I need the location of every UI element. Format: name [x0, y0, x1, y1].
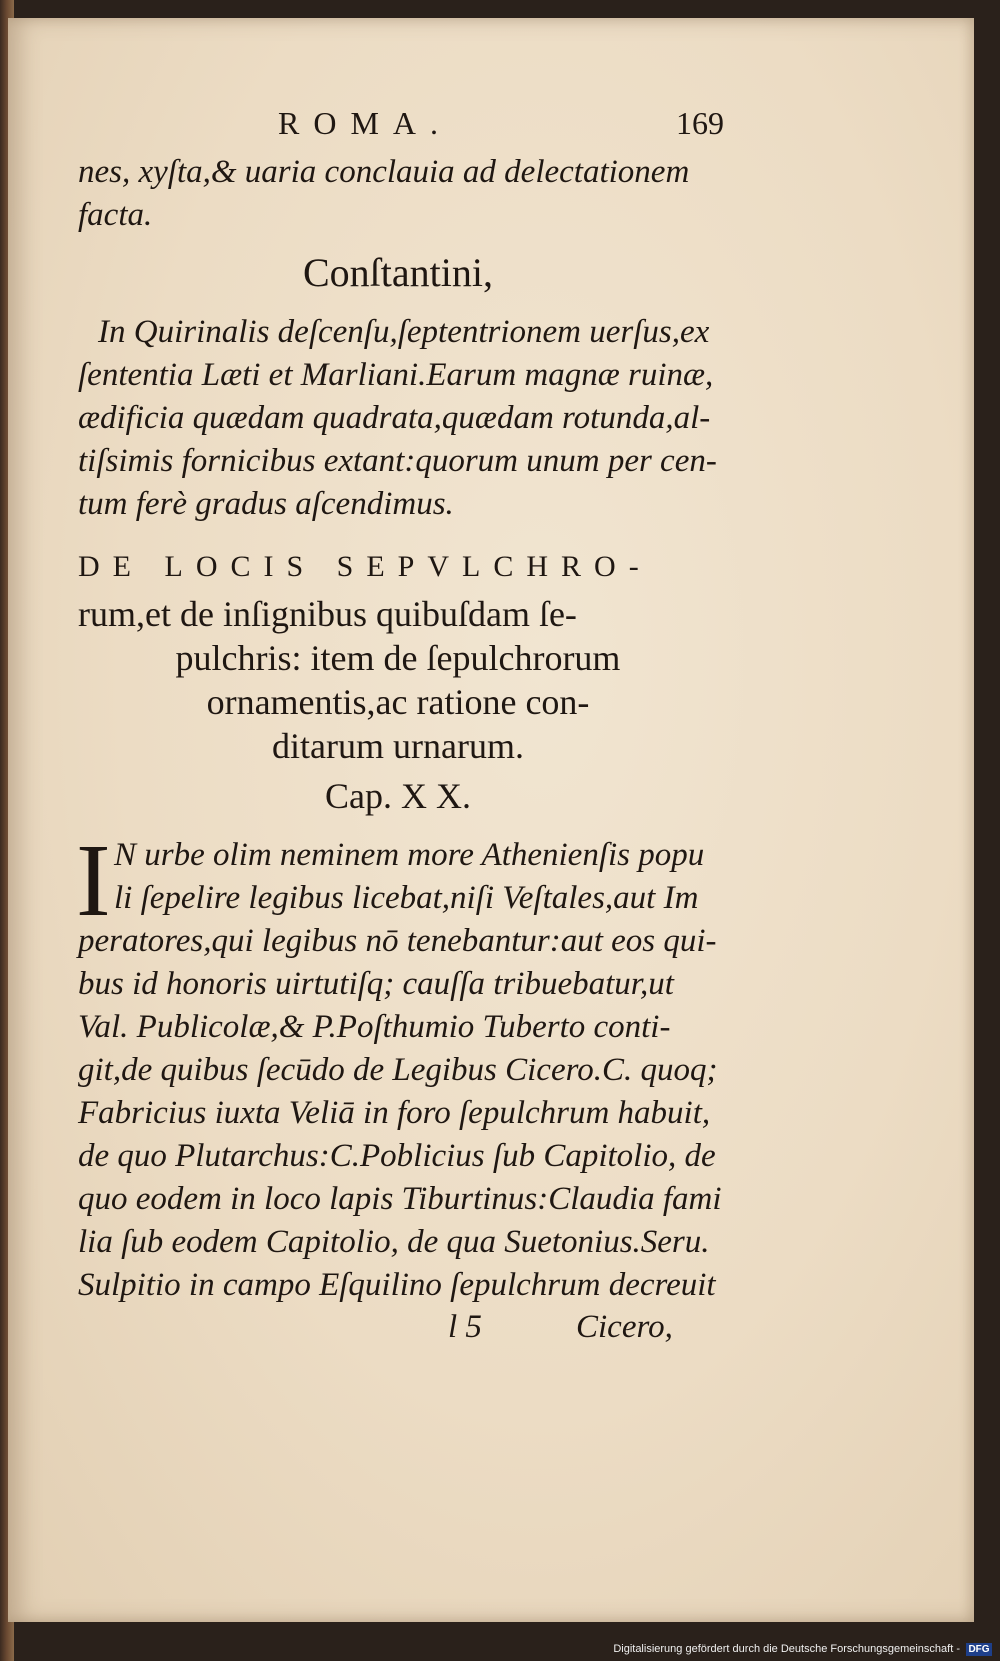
- dfg-logo: DFG: [966, 1643, 992, 1656]
- text-line: Sulpitio in campo Eſquilino ſepulchrum decreuit: [78, 1267, 716, 1303]
- running-head: [78, 103, 724, 151]
- text-line: ſententia Læti et Marliani.Earum magnæ ruinæ,: [78, 357, 714, 393]
- chapter-heading-caps: DE LOCIS SEPVLCHRO-: [78, 550, 652, 583]
- text-line: de quo Plutarchus:C.Poblicius ſub Capitolio, de: [78, 1138, 716, 1174]
- catchword-line: [78, 1309, 718, 1353]
- signature-mark: l 5: [448, 1309, 482, 1345]
- text-line: peratores,qui legibus nō tenebantur:aut eos qui-: [78, 923, 717, 959]
- chapter-number: Cap. X X.: [325, 776, 471, 816]
- page-number: 169: [676, 105, 724, 141]
- text-line: ædificia quædam quadrata,quædam rotunda,al-: [78, 400, 711, 436]
- running-head-title: ROMA.: [278, 105, 453, 141]
- text-line: nes, xyſta,& uaria conclauia ad delectationem: [78, 154, 690, 190]
- text-line: bus id honoris uirtutiſq; cauſſa tribuebatur,ut: [78, 966, 674, 1002]
- text-line: tiſsimis fornicibus extant:quorum unum per cen-: [78, 443, 717, 479]
- chapter-heading-line: ditarum urnarum.: [272, 726, 524, 766]
- text-line: Fabricius iuxta Veliā in foro ſepulchrum habuit,: [78, 1095, 711, 1131]
- text-line: lia ſub eodem Capitolio, de qua Suetonius.Seru.: [78, 1224, 710, 1260]
- section-paragraph: [78, 311, 718, 526]
- text-line: Val. Publicolæ,& P.Poſthumio Tuberto conti-: [78, 1009, 671, 1045]
- chapter-paragraph: [76, 823, 722, 1307]
- book-page: [8, 18, 974, 1622]
- section-title: Conſtantini,: [303, 250, 493, 295]
- text-block: [76, 103, 724, 1353]
- digitization-credit: Digitalisierung gefördert durch die Deutsche Forschungsgemeinschaft -: [613, 1643, 960, 1655]
- text-line: li ſepelire legibus licebat,niſi Veſtales,aut Im: [114, 880, 699, 916]
- chapter-heading-line: pulchris: item de ſepulchrorum: [175, 638, 621, 678]
- chapter-heading-line: ornamentis,ac ratione con-: [206, 682, 590, 722]
- text-line: quo eodem in loco lapis Tiburtinus:Claudia fami: [78, 1181, 722, 1217]
- text-line: In Quirinalis deſcenſu,ſeptentrionem uerſus,ex: [98, 314, 710, 350]
- continuation-text: [78, 151, 718, 237]
- drop-cap: I: [76, 823, 111, 938]
- chapter-heading: [78, 546, 718, 818]
- text-line: tum ferè gradus aſcendimus.: [78, 486, 454, 522]
- catchword: Cicero,: [576, 1309, 673, 1345]
- text-line: N urbe olim neminem more Athenienſis popu: [114, 837, 705, 873]
- text-line: facta.: [78, 197, 153, 233]
- text-line: git,de quibus ſecūdo de Legibus Cicero.C. quoq;: [78, 1052, 718, 1088]
- chapter-heading-line: rum,et de inſignibus quibuſdam ſe-: [78, 594, 577, 634]
